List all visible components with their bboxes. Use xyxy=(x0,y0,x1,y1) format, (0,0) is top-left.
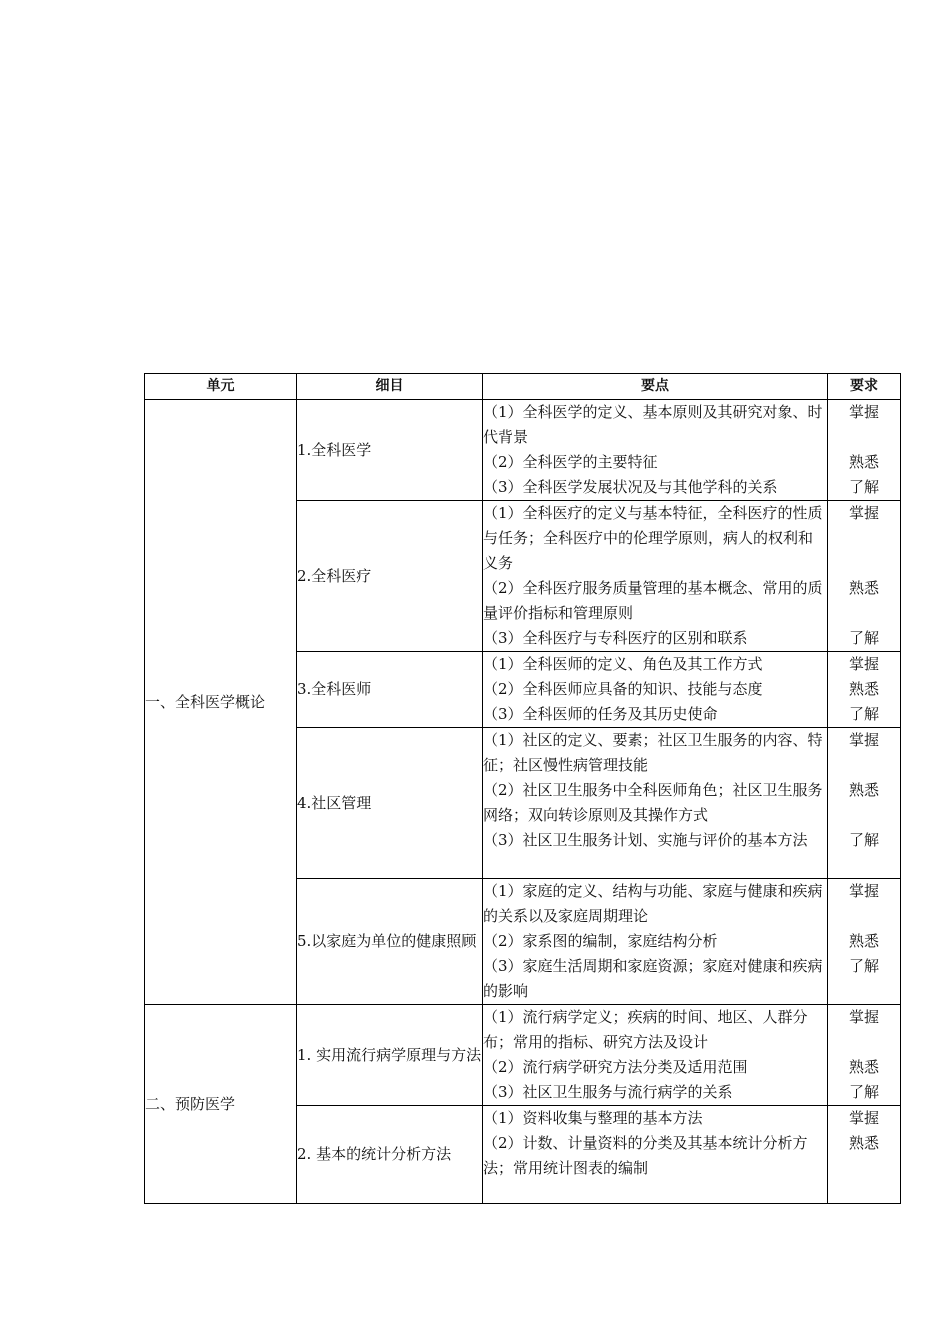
requirement-cell xyxy=(828,652,901,728)
point-text: （2）流行病学研究方法分类及适用范围 xyxy=(483,1058,748,1076)
header-unit: 单元 xyxy=(145,374,297,400)
requirement-level: 熟悉 xyxy=(848,781,879,799)
points-cell xyxy=(483,879,828,1005)
points-cell xyxy=(483,501,828,652)
requirement-level: 熟悉 xyxy=(848,932,879,950)
requirement-level: 了解 xyxy=(848,629,879,647)
point-text: （3）全科医学发展状况及与其他学科的关系 xyxy=(483,478,778,496)
table-row xyxy=(145,1005,901,1106)
item-cell: 2. 基本的统计分析方法 xyxy=(297,1106,483,1204)
requirement-level: 了解 xyxy=(848,957,879,975)
requirement-level: 掌握 xyxy=(848,731,879,749)
point-text: （2）社区卫生服务中全科医师角色；社区卫生服务网络；双向转诊原则及其操作方式 xyxy=(483,781,823,824)
unit-cell: 二、预防医学 xyxy=(145,1005,297,1204)
unit-cell: 一、全科医学概论 xyxy=(145,400,297,1005)
point-text: （2）家系图的编制，家庭结构分析 xyxy=(483,932,718,950)
requirement-cell xyxy=(828,400,901,501)
requirement-cell xyxy=(828,501,901,652)
requirement-level: 掌握 xyxy=(848,504,879,522)
point-text: （3）全科医疗与专科医疗的区别和联系 xyxy=(483,629,748,647)
points-cell xyxy=(483,652,828,728)
requirement-cell xyxy=(828,879,901,1005)
point-text: （1）全科医学的定义、基本原则及其研究对象、时代背景 xyxy=(483,403,823,446)
points-cell xyxy=(483,400,828,501)
requirement-level: 了解 xyxy=(848,1083,879,1101)
requirement-level: 掌握 xyxy=(848,403,879,421)
item-cell: 3.全科医师 xyxy=(297,652,483,728)
item-cell: 1. 实用流行病学原理与方法 xyxy=(297,1005,483,1106)
requirement-cell xyxy=(828,1005,901,1106)
requirement-cell xyxy=(828,1106,901,1204)
point-text: （1）家庭的定义、结构与功能、家庭与健康和疾病的关系以及家庭周期理论 xyxy=(483,882,823,925)
item-cell: 4.社区管理 xyxy=(297,728,483,879)
syllabus-table xyxy=(144,373,901,1204)
point-text: （1）全科医师的定义、角色及其工作方式 xyxy=(483,655,763,673)
requirement-level: 熟悉 xyxy=(848,453,879,471)
item-cell: 5.以家庭为单位的健康照顾 xyxy=(297,879,483,1005)
header-requirement: 要求 xyxy=(828,374,901,400)
requirement-level: 掌握 xyxy=(848,1008,879,1026)
requirement-level: 了解 xyxy=(848,831,879,849)
requirement-level: 熟悉 xyxy=(848,579,879,597)
requirement-level: 熟悉 xyxy=(848,1134,879,1152)
table-row xyxy=(145,400,901,501)
requirement-level: 掌握 xyxy=(848,882,879,900)
point-text: （2）全科医学的主要特征 xyxy=(483,453,658,471)
point-text: （2）全科医疗服务质量管理的基本概念、常用的质量评价指标和管理原则 xyxy=(483,579,823,622)
point-text: （1）全科医疗的定义与基本特征，全科医疗的性质与任务；全科医疗中的伦理学原则，病人的权利和义务 xyxy=(483,504,823,572)
points-cell xyxy=(483,1005,828,1106)
header-row xyxy=(145,374,901,400)
point-text: （3）社区卫生服务计划、实施与评价的基本方法 xyxy=(483,831,808,849)
point-text: （1）社区的定义、要素；社区卫生服务的内容、特征；社区慢性病管理技能 xyxy=(483,731,823,774)
item-cell: 1.全科医学 xyxy=(297,400,483,501)
point-text: （1）流行病学定义；疾病的时间、地区、人群分布；常用的指标、研究方法及设计 xyxy=(483,1008,808,1051)
header-points: 要点 xyxy=(483,374,828,400)
points-cell xyxy=(483,1106,828,1204)
requirement-level: 了解 xyxy=(848,478,879,496)
item-cell: 2.全科医疗 xyxy=(297,501,483,652)
point-text: （3）家庭生活周期和家庭资源；家庭对健康和疾病的影响 xyxy=(483,957,823,1000)
header-item: 细目 xyxy=(297,374,483,400)
requirement-level: 熟悉 xyxy=(848,1058,879,1076)
points-cell xyxy=(483,728,828,879)
point-text: （2）全科医师应具备的知识、技能与态度 xyxy=(483,680,763,698)
requirement-cell xyxy=(828,728,901,879)
point-text: （2）计数、计量资料的分类及其基本统计分析方法；常用统计图表的编制 xyxy=(483,1134,808,1177)
point-text: （3）全科医师的任务及其历史使命 xyxy=(483,705,718,723)
point-text: （1）资料收集与整理的基本方法 xyxy=(483,1109,703,1127)
point-text: （3）社区卫生服务与流行病学的关系 xyxy=(483,1083,733,1101)
requirement-level: 掌握 xyxy=(848,1109,879,1127)
requirement-level: 了解 xyxy=(848,705,879,723)
requirement-level: 熟悉 xyxy=(848,680,879,698)
requirement-level: 掌握 xyxy=(848,655,879,673)
